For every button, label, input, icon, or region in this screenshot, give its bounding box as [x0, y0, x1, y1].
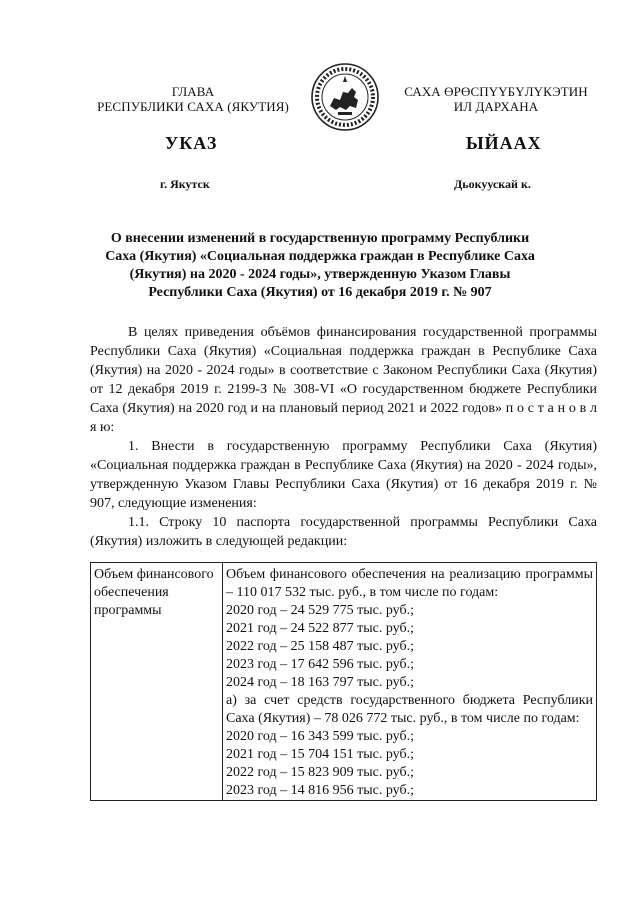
- funding-year-line: 2021 год – 24 522 877 тыс. руб.;: [226, 621, 414, 636]
- funding-total: Объем финансового обеспечения на реализацию программы – 110 017 532 тыс. руб., в том числе по годам:: [226, 567, 593, 600]
- header-left: [80, 84, 306, 114]
- header-left-line2: РЕСПУБЛИКИ САХА (ЯКУТИЯ): [97, 99, 289, 114]
- coat-of-arms-emblem-icon: [310, 62, 380, 132]
- paragraph-preamble: В целях приведения объёмов финансирования государственной программы Республики Саха (Якутия) «Социальная поддержка граждан в Республике Саха (Якутия) на 2020 - 2024 годы» в соответствие с Законом Республики Саха (Якутия) от 12 декабря 2019 г. 2199-З № 308-VI «О государственном бюджете Республики Саха (Якутия) на 2020 год и на плановый период 2021 и 2022 годов» п о с т а н о в л я ю:: [90, 325, 597, 435]
- doc-type-sakha: ЫЙААХ: [466, 133, 542, 153]
- city-sakha: Дьокуускай к.: [454, 177, 531, 191]
- body-text: [90, 323, 597, 551]
- table-row: [91, 563, 597, 801]
- funding-year-line: 2022 год – 25 158 487 тыс. руб.;: [226, 639, 414, 654]
- document-title: О внесении изменений в государственную программу Республики Саха (Якутия) «Социальная поддержка граждан в Республике Саха (Якутия) на 2020 - 2024 годы», утвержденную Указом Главы Республики Саха (Якутия) от 16 декабря 2019 г. № 907: [105, 231, 535, 300]
- funding-year-line: 2020 год – 24 529 775 тыс. руб.;: [226, 603, 414, 618]
- doc-type-ru: УКАЗ: [165, 133, 218, 153]
- funding-state-budget: а) за счет средств государственного бюджета Республики Саха (Якутия) – 78 026 772 тыс. руб., в том числе по годам:: [226, 693, 593, 726]
- header-left-line1: ГЛАВА: [171, 84, 215, 99]
- paragraph-item-1: 1. Внести в государственную программу Республики Саха (Якутия) «Социальная поддержка граждан в Республике Саха (Якутия) на 2020 - 2024 годы», утвержденную Указом Главы Республики Саха (Якутия) от 16 декабря 2019 г. № 907, следующие изменения:: [90, 439, 597, 511]
- city-ru: г. Якутск: [160, 177, 210, 191]
- funding-year-line: 2020 год – 16 343 599 тыс. руб.;: [226, 729, 414, 744]
- funding-year-line: 2023 год – 14 816 956 тыс. руб.;: [226, 783, 414, 798]
- funding-year-line: 2021 год – 15 704 151 тыс. руб.;: [226, 747, 414, 762]
- funding-year-line: 2022 год – 15 823 909 тыс. руб.;: [226, 765, 414, 780]
- header-right-line1: САХА ӨРӨСПҮҮБҮЛҮКЭТИН: [404, 84, 588, 99]
- paragraph-item-1-1: 1.1. Строку 10 паспорта государственной программы Республики Саха (Якутия) изложить в следующей редакции:: [90, 515, 597, 549]
- header-right-line2: ИЛ ДАРХАНА: [453, 99, 539, 114]
- passport-table: [90, 562, 597, 801]
- funding-year-line: 2024 год – 18 163 797 тыс. руб.;: [226, 675, 414, 690]
- table-cell-content: [223, 563, 597, 801]
- header-right: [386, 84, 606, 114]
- table-cell-label: Объем финансового обеспечения программы: [91, 563, 223, 801]
- funding-year-line: 2023 год – 17 642 596 тыс. руб.;: [226, 657, 414, 672]
